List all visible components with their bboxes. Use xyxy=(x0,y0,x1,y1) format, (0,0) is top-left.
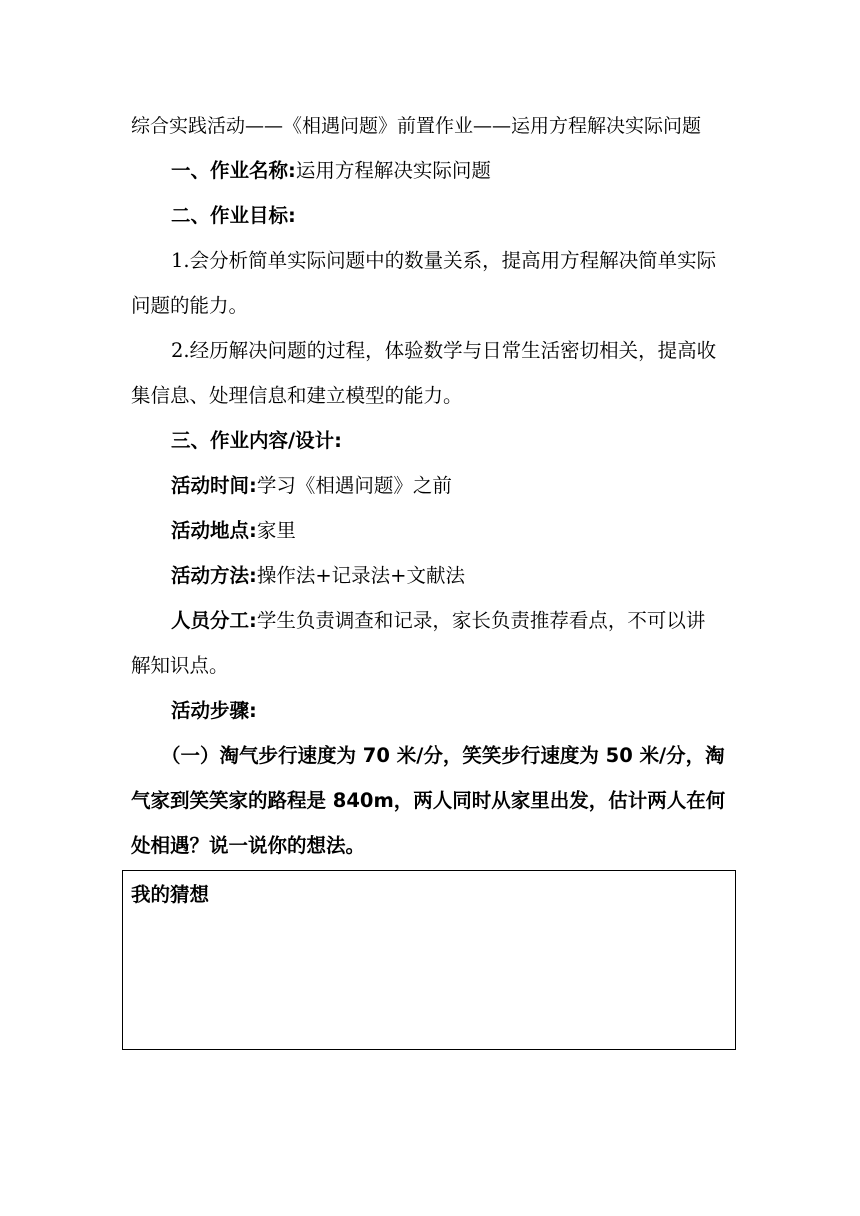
activity-time xyxy=(171,471,735,501)
staff-division xyxy=(171,606,735,636)
staff-division-line-2: 解知识点。 xyxy=(131,654,229,677)
goal-2-line-2: 集信息、处理信息和建立模型的能力。 xyxy=(131,384,463,407)
section-1-value: 运用方程解决实际问题 xyxy=(295,159,491,182)
activity-method-value: 操作法+记录法+文献法 xyxy=(256,564,465,587)
staff-division-value: 学生负责调查和记录，家长负责推荐看点，不可以讲 xyxy=(256,609,706,632)
guess-box-label: 我的猜想 xyxy=(131,883,210,906)
activity-steps-label: 活动步骤: xyxy=(171,699,257,722)
activity-time-label: 活动时间: xyxy=(171,474,257,497)
activity-place xyxy=(171,516,735,546)
question-1-line-1: （一）淘气步行速度为 70 米/分，笑笑步行速度为 50 米/分，淘 xyxy=(161,744,725,767)
activity-time-value: 学习《相遇问题》之前 xyxy=(256,474,452,497)
activity-place-value: 家里 xyxy=(256,519,296,542)
guess-answer-box[interactable] xyxy=(122,870,736,1050)
question-1-line-2: 气家到笑笑家的路程是 840m，两人同时从家里出发，估计两人在何 xyxy=(131,789,726,812)
staff-division-label: 人员分工: xyxy=(171,609,257,632)
activity-method xyxy=(171,561,735,591)
section-3-label: 三、作业内容/设计: xyxy=(171,429,342,452)
goal-1-line-1: 1.会分析简单实际问题中的数量关系，提高用方程解决简单实际 xyxy=(171,249,717,272)
section-2-label: 二、作业目标: xyxy=(171,204,296,227)
goal-2-line-1: 2.经历解决问题的过程，体验数学与日常生活密切相关，提高收 xyxy=(171,339,717,362)
activity-place-label: 活动地点: xyxy=(171,519,257,542)
document-title: 综合实践活动——《相遇问题》前置作业——运用方程解决实际问题 xyxy=(131,115,702,137)
activity-method-label: 活动方法: xyxy=(171,564,257,587)
section-1 xyxy=(171,156,735,186)
goal-1-line-2: 问题的能力。 xyxy=(131,294,249,317)
section-1-label: 一、作业名称: xyxy=(171,159,296,182)
question-1-line-3: 处相遇？说一说你的想法。 xyxy=(131,834,366,857)
